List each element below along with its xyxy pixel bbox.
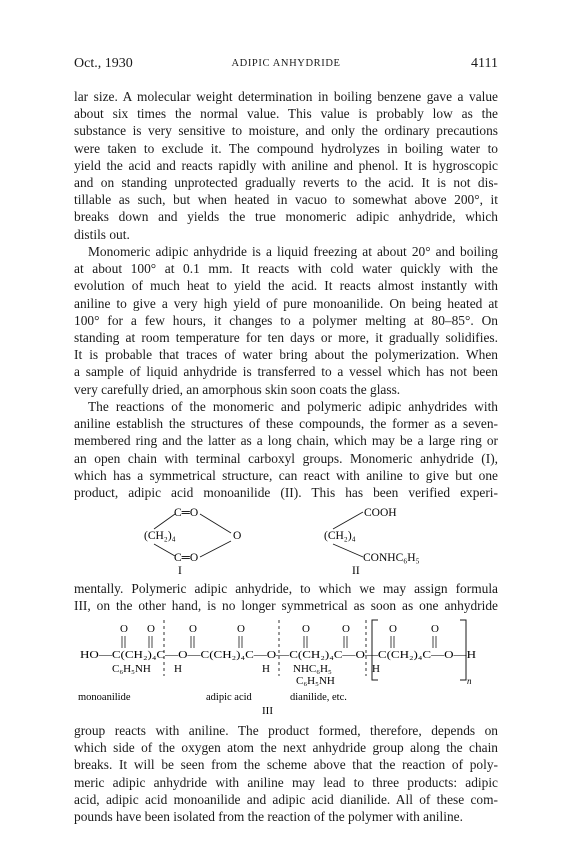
- text-line: were taken to exclude it. The compound hydrolyzes in boiling water to: [74, 140, 498, 156]
- header-title: ADIPIC ANHYDRIDE: [231, 58, 341, 69]
- oxygen: O: [302, 623, 310, 635]
- paragraph-1: [74, 88, 498, 243]
- structure-i: [144, 507, 241, 576]
- text-line: 100° for a few hours, it changes to a polymer melting at 80–85°. On: [74, 312, 498, 328]
- text-line: breaks. It will be seen from the scheme above that the reaction of poly-: [74, 757, 498, 773]
- text-line: III, on the other hand, is no longer symmetrical as soon as one anhydride: [74, 598, 498, 614]
- text-line: tillable as such, but when heated in vacuo to somewhat above 200°, it: [74, 192, 498, 208]
- structure-i-label: I: [178, 565, 182, 576]
- oxygen: O: [431, 623, 439, 635]
- caption-adipic-acid: adipic acid: [206, 692, 252, 703]
- text-line: group reacts with aniline. The product formed, therefore, depends on: [74, 723, 498, 738]
- oxygen: O: [120, 623, 128, 635]
- substituent: NHC₆H₅: [293, 663, 332, 675]
- oxygen: O: [147, 623, 155, 635]
- paragraph-4: [74, 580, 498, 614]
- carbonyl-oxygens: [120, 623, 439, 635]
- caption-dianilide: dianilide, etc.: [290, 692, 347, 703]
- header-page-number: 4111: [471, 56, 498, 71]
- header-date: Oct., 1930: [74, 56, 133, 71]
- bond: [333, 544, 363, 557]
- text-line: a sample of liquid anhydride is transferred to a vessel which has not been: [74, 364, 498, 380]
- structure-iii-label: III: [262, 705, 273, 717]
- structure-i-top: C═O: [174, 507, 199, 519]
- oxygen: O: [389, 623, 397, 635]
- text-line: It is probable that traces of water bring about the polymerization. When: [74, 347, 498, 363]
- structure-ii-label: II: [352, 565, 360, 576]
- structure-ii-bottom: CONHC₆H₅: [363, 552, 420, 564]
- oxygen: O: [237, 623, 245, 635]
- text-line: product, adipic acid monoanilide (II). This has been verified experi-: [74, 485, 498, 501]
- structure-ii: [324, 507, 420, 576]
- text-line: and on standing unprotected gradually reverts to the acid. It is not dis-: [74, 175, 498, 191]
- text-line: standing at room temperature for ten days or more, it gradually solidifies.: [74, 330, 498, 346]
- text-line: meric adipic anhydride with aniline may lead to three products: adipic: [74, 774, 498, 790]
- text-line: lar size. A molecular weight determination in boiling benzene gave a value: [74, 89, 498, 104]
- substituent: H: [174, 663, 182, 675]
- text-line: yield the acid and reacts rapidly with aniline and phenol. It is hygroscopic: [74, 157, 498, 173]
- bond: [200, 541, 231, 557]
- structure-iii: [76, 618, 500, 728]
- bond: [154, 514, 175, 529]
- text-line: breaks down and yields the true monomeric adipic anhydride, which: [74, 209, 498, 225]
- oxygen: O: [189, 623, 197, 635]
- subscript-n: n: [467, 676, 472, 686]
- text-line: an open chain with terminal carboxyl groups. Monomeric anhydride (I),: [74, 450, 498, 466]
- text-line: about six times the normal value. This value is probably low as the: [74, 106, 498, 122]
- substituent: H: [372, 663, 380, 675]
- running-header: [74, 56, 498, 76]
- structure-i-bottom: C═O: [174, 552, 199, 564]
- text-line: very carefully dried, an amorphous skin soon coats the glass.: [74, 381, 401, 397]
- text-line: Monomeric adipic anhydride is a liquid freezing at about 20° and boiling: [88, 244, 498, 259]
- text-line: acid, adipic acid monoanilide and adipic acid dianilide. All of these com-: [74, 791, 498, 807]
- substituent: C₆H₅NH: [112, 663, 151, 675]
- text-line: which has a symmetrical structure, can react with aniline to give but one: [74, 467, 498, 483]
- structures-i-ii: [120, 504, 480, 576]
- text-line: substance is very sensitive to moisture, and only the ordinary precautions: [74, 123, 498, 139]
- structure-ii-chain: (CH₂)₄: [324, 530, 356, 542]
- text-line: membered ring and the latter as a long chain, which may be a large ring or: [74, 433, 498, 449]
- text-line: evolution of much heat to yield the acid. It reacts almost instantly with: [74, 278, 498, 294]
- paragraph-2: [74, 243, 498, 398]
- structure-i-ring: (CH₂)₄: [144, 530, 176, 542]
- bond: [333, 512, 363, 529]
- text-line: aniline to give a very high yield of pure monoanilide. On being heated at: [74, 295, 498, 311]
- substituent: H: [262, 663, 270, 675]
- text-line: which side of the oxygen atom the next anhydride group along the chain: [74, 740, 498, 756]
- bond: [200, 514, 231, 533]
- text-line: The reactions of the monomeric and polymeric adipic anhydrides with: [88, 399, 498, 414]
- text-line: pounds have been isolated from the reaction of the polymer with aniline.: [74, 809, 463, 825]
- structure-i-bridge-oxygen: O: [233, 530, 242, 542]
- polymer-chain: HO—C(CH₂)₄C—O—C(CH₂)₄C—O—C(CH₂)₄C—O—C(CH₂)₄C—O—H: [80, 649, 477, 661]
- substituent: C₆H₅NH: [296, 675, 335, 687]
- text-line: aniline establish the structures of these compounds, the former as a seven-: [74, 416, 498, 432]
- text-line: mentally. Polymeric adipic anhydride, to which we may assign formula: [74, 581, 498, 596]
- caption-monoanilide: monoanilide: [78, 692, 131, 703]
- text-line: at about 100° at 0.1 mm. It reacts with cold water quickly with the: [74, 261, 498, 277]
- bond: [154, 544, 175, 556]
- paragraph-3: [74, 398, 498, 501]
- oxygen: O: [342, 623, 350, 635]
- structure-ii-top: COOH: [364, 507, 397, 519]
- paragraph-5: [74, 722, 498, 825]
- text-line: distils out.: [74, 226, 130, 242]
